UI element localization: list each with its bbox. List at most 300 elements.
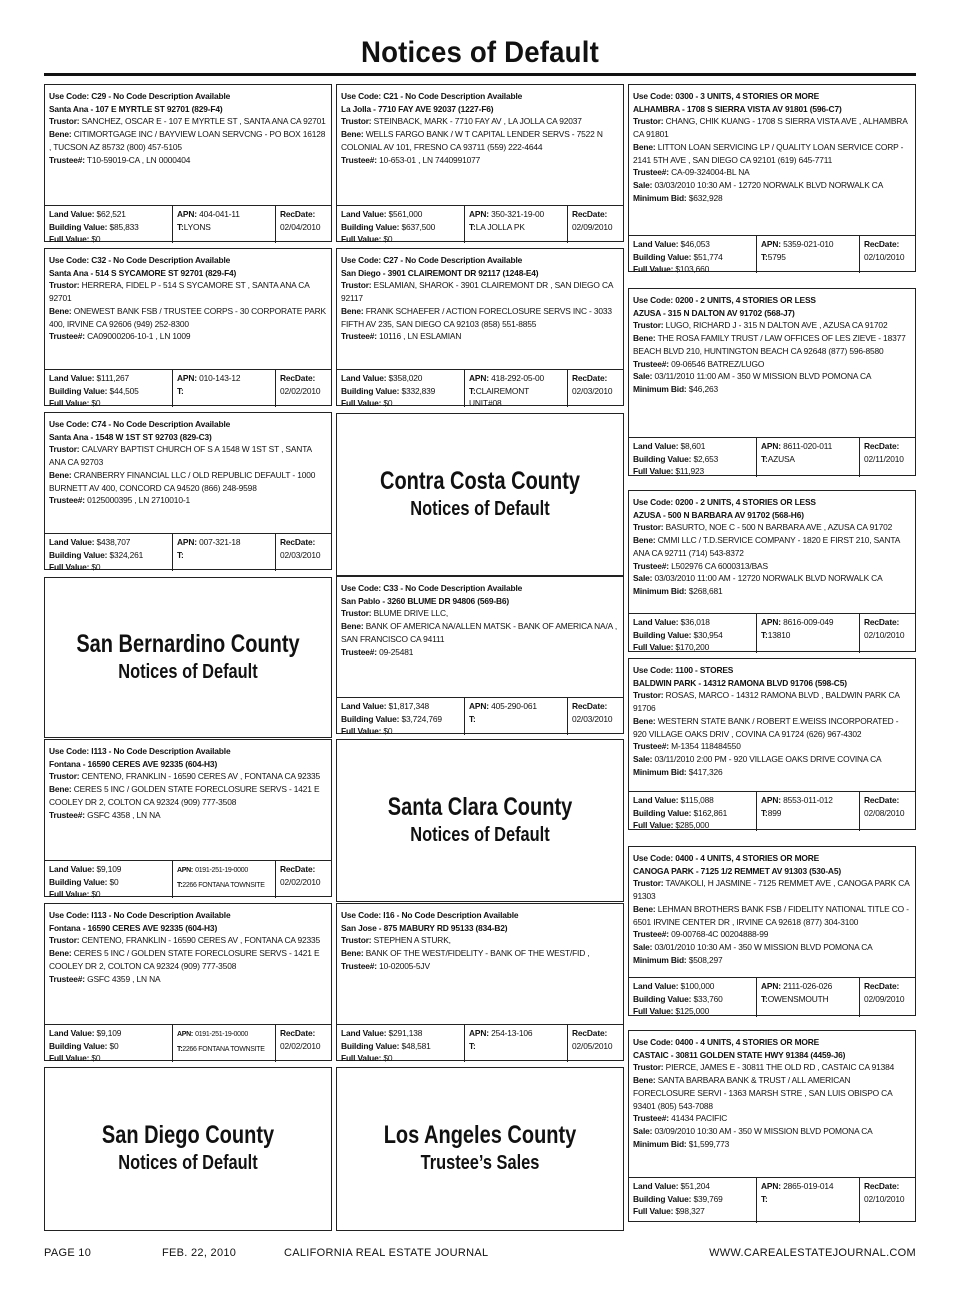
notice-line [761, 1180, 855, 1193]
notice-line [341, 909, 619, 922]
notice-line [49, 1052, 168, 1065]
notice-line [633, 383, 911, 396]
notice-box [336, 248, 624, 409]
notice-line [633, 370, 911, 383]
field-label: Land Value: [341, 373, 387, 383]
field-label: Full Value: [49, 234, 90, 245]
notice-line [177, 1027, 271, 1042]
footer-url: WWW.CAREALESTATEJOURNAL.COM [709, 1247, 916, 1259]
notice-box [628, 846, 916, 1016]
notice-line [633, 453, 752, 466]
recdate-value: 02/02/2010 [280, 1040, 321, 1051]
land-value: $9,109 [96, 864, 122, 874]
right-column [628, 84, 916, 1231]
notice-line [341, 934, 619, 947]
notice-line [572, 700, 619, 713]
page-title: Notices of Default [361, 36, 599, 69]
notice-line [633, 1193, 752, 1206]
county-name: Los Angeles County [383, 1121, 577, 1149]
field-label: Building Value: [633, 1193, 692, 1204]
property-address: Fontana - 16590 CERES AVE 92335 (604-H3) [49, 758, 218, 769]
notice-line [633, 877, 911, 902]
notice-line [49, 305, 327, 330]
min-bid-value: $46,263 [688, 383, 718, 394]
notice-line [633, 358, 911, 371]
notice-line [633, 664, 911, 677]
notice-box [628, 84, 916, 275]
trustor-value: CHANG, CHIK KUANG - 1708 S SIERRA VISTA AVE , ALHAMBRA CA 91801 [633, 116, 908, 140]
field-label: APN: [761, 617, 781, 627]
tract-label: T: [469, 1040, 476, 1051]
field-label: APN: [469, 209, 489, 219]
notice-line [572, 385, 619, 398]
notice-text [45, 85, 331, 205]
values-table [629, 235, 915, 273]
use-code: C32 - No Code Description Available [91, 255, 231, 265]
field-label: RecDate: [864, 1181, 900, 1191]
field-label: Trustee#: [49, 973, 85, 984]
notice-line [49, 745, 327, 758]
apn-value: 007-321-18 [199, 537, 241, 547]
apn-cell [465, 206, 568, 243]
notice-line [633, 1138, 911, 1151]
notice-line [572, 372, 619, 385]
notice-line [633, 307, 911, 320]
use-code: C27 - No Code Description Available [383, 255, 523, 265]
field-label: APN: [177, 373, 197, 383]
notice-line [341, 960, 619, 973]
bene-value: CRANBERRY FINANCIAL LLC / OLD REPUBLIC DEFAULT - 1000 BURNETT AV 400, CONCORD CA 94520 (866) 248-9598 [49, 469, 316, 493]
field-label: Minimum Bid: [633, 383, 687, 394]
field-label: RecDate: [864, 795, 900, 805]
notice-line [761, 794, 855, 807]
apn-value: 010-143-12 [199, 373, 241, 383]
full-value: $0 [91, 889, 101, 900]
notice-line [341, 115, 619, 128]
field-label: Full Value: [633, 466, 674, 477]
field-label: APN: [761, 981, 781, 991]
left-column [44, 84, 332, 1231]
bene-value: SANTA BARBARA BANK & TRUST / ALL AMERICAN FORECLOSURE SERVI - 1363 MARSH STRE , SAN LUIS OBISPO CA 93401 (805) 543-7088 [633, 1075, 893, 1111]
recdate-cell [860, 614, 915, 653]
notice-line [633, 852, 911, 865]
field-label: Trustee#: [49, 495, 85, 506]
apn-cell [757, 978, 860, 1017]
field-label: Land Value: [633, 981, 679, 991]
field-label: Full Value: [49, 1053, 90, 1064]
field-label: Trustee#: [341, 331, 377, 342]
notice-line [280, 1027, 327, 1040]
field-label: Bene: [633, 1075, 656, 1086]
notice-line [341, 90, 619, 103]
notice-line [49, 770, 327, 783]
property-address: San Pablo - 3260 BLUME DR 94806 (569-B6) [341, 595, 510, 606]
field-label: Bene: [49, 305, 72, 316]
field-label: Sale: [633, 573, 653, 584]
notice-line [49, 431, 327, 444]
field-label: Land Value: [49, 537, 95, 547]
notice-line [633, 715, 911, 740]
values-cell [45, 1025, 173, 1062]
land-value: $100,000 [680, 981, 715, 991]
field-label: Trustor: [341, 280, 372, 291]
values-table [629, 791, 915, 831]
tract-label: T: [177, 549, 184, 560]
sale-value: 03/11/2010 2:00 PM - 920 VILLAGE OAKS DRIVE COVINA CA [654, 753, 882, 764]
notice-line [633, 294, 911, 307]
min-bid-value: $1,599,773 [688, 1138, 730, 1149]
notice-line [49, 385, 168, 398]
values-table [45, 533, 331, 571]
field-label: Full Value: [633, 1006, 674, 1017]
notice-text [629, 1031, 915, 1177]
recdate-value: 02/02/2010 [280, 385, 321, 396]
values-cell [45, 370, 173, 407]
notice-line [49, 934, 327, 947]
field-label: Bene: [341, 621, 364, 632]
use-code: 0200 - 2 UNITS, 4 STORIES OR LESS [675, 497, 816, 507]
field-label: Land Value: [49, 209, 95, 219]
apn-value: 254-13-106 [491, 1028, 533, 1038]
field-label: RecDate: [864, 981, 900, 991]
tract-label: T: [761, 807, 768, 818]
field-label: Full Value: [633, 642, 674, 653]
county-heading [45, 1120, 331, 1176]
values-cell [45, 534, 173, 571]
notice-line [49, 90, 327, 103]
notice-line [49, 233, 168, 246]
notice-line [633, 440, 752, 453]
notice-line [572, 221, 619, 234]
field-label: Trustor: [49, 444, 80, 455]
use-code: 0400 - 4 UNITS, 4 STORIES OR MORE [675, 853, 820, 863]
notice-line [341, 1040, 460, 1053]
notice-line [633, 903, 911, 928]
full-value: $125,000 [675, 1006, 710, 1017]
notice-line [633, 560, 911, 573]
field-label: Building Value: [633, 453, 692, 464]
trustee-value: M-1354 118484550 [671, 741, 741, 752]
field-label: Building Value: [633, 993, 692, 1004]
field-label: Bene: [633, 903, 656, 914]
field-label: APN: [761, 441, 781, 451]
field-label: Trustee#: [49, 809, 85, 820]
notice-line [280, 221, 327, 234]
notice-line [633, 865, 911, 878]
notice-line [177, 536, 271, 549]
notice-line [49, 783, 327, 808]
footer-journal: CALIFORNIA REAL ESTATE JOURNAL [284, 1247, 489, 1259]
field-label: Use Code: [49, 91, 90, 101]
use-code: 0200 - 2 UNITS, 4 STORIES OR LESS [675, 295, 816, 305]
recdate-value: 02/03/2010 [280, 549, 321, 560]
field-label: Use Code: [633, 853, 674, 863]
field-label: Trustee#: [633, 560, 669, 571]
notice-line [341, 397, 460, 410]
field-label: Building Value: [49, 1040, 108, 1051]
field-label: RecDate: [280, 209, 316, 219]
property-address: BALDWIN PARK - 14312 RAMONA BLVD 91706 (598-C5) [633, 677, 847, 688]
notice-line [864, 1180, 911, 1193]
field-label: APN: [177, 1031, 193, 1038]
notice-line [341, 595, 619, 608]
notice-text [629, 289, 915, 437]
county-subtitle: Trustee’s Sales [420, 1152, 540, 1174]
recdate-cell [568, 206, 623, 243]
notice-line [280, 372, 327, 385]
values-cell [629, 978, 757, 1017]
notice-line [469, 221, 563, 234]
field-label: RecDate: [572, 373, 608, 383]
use-code: 0300 - 3 UNITS, 4 STORIES OR MORE [675, 91, 820, 101]
notice-text [629, 85, 915, 235]
notice-line [633, 766, 911, 779]
notice-line [864, 794, 911, 807]
full-value: $0 [91, 562, 101, 573]
field-label: Minimum Bid: [633, 766, 687, 777]
field-label: Trustee#: [633, 741, 669, 752]
land-value: $51,204 [680, 1181, 710, 1191]
notice-line [341, 372, 460, 385]
notice-text [45, 249, 331, 369]
property-address: San Diego - 3901 CLAIREMONT DR 92117 (1248-E4) [341, 267, 539, 278]
notice-line [633, 1074, 911, 1112]
values-cell [629, 438, 757, 477]
values-table [45, 860, 331, 898]
apn-value: 418-292-05-00 [491, 373, 545, 383]
recdate-cell [860, 438, 915, 477]
notice-line [177, 208, 271, 221]
notice-line [864, 251, 911, 264]
field-label: Full Value: [49, 398, 90, 409]
field-label: Land Value: [341, 701, 387, 711]
apn-value: 8611-020-011 [783, 441, 833, 451]
bene-value: THE ROSA FAMILY TRUST / LAW OFFICES OF LES ZIEVE - 18377 BEACH BLVD 210, HUNTINGTON BEACH CA 92648 (877) 596-8580 [633, 333, 906, 356]
field-label: Land Value: [49, 864, 95, 874]
notice-text [45, 740, 331, 860]
notice-line [633, 993, 752, 1006]
full-value: $285,000 [675, 820, 710, 831]
field-label: Full Value: [633, 820, 674, 831]
notice-line [341, 254, 619, 267]
full-value: $0 [383, 234, 393, 245]
footer-page: PAGE 10 [44, 1247, 92, 1259]
trustor-value: STEINBACK, MARK - 7710 FAY AV , LA JOLLA CA 92037 [373, 116, 582, 127]
field-label: Full Value: [341, 1053, 382, 1064]
field-label: Trustee#: [633, 167, 669, 178]
notice-line [633, 629, 752, 642]
notice-line [633, 819, 752, 832]
notice-line [49, 494, 327, 507]
notice-line [49, 208, 168, 221]
notice-line [633, 509, 911, 522]
notice-line [49, 758, 327, 771]
building-value: $39,769 [693, 1193, 723, 1204]
recdate-cell [568, 698, 623, 735]
tract-label: T: [469, 221, 476, 232]
recdate-cell [276, 534, 331, 571]
field-label: Building Value: [49, 549, 108, 560]
bene-value: FRANK SCHAEFER / ACTION FORECLOSURE SERVS INC - 3033 FIFTH AV 235, SAN DIEGO CA 92103 (858) 551-8855 [341, 305, 612, 329]
trustor-value: SANCHEZ, OSCAR E - 107 E MYRTLE ST , SANTA ANA CA 92701 [81, 116, 326, 127]
building-value: $48,581 [401, 1040, 431, 1051]
notice-line [341, 305, 619, 330]
use-code: C29 - No Code Description Available [91, 91, 231, 101]
field-label: Building Value: [633, 629, 692, 640]
notice-line [633, 319, 911, 332]
notice-line [633, 332, 911, 357]
apn-value: 8553-011-012 [783, 795, 833, 805]
county-heading [337, 792, 623, 848]
use-code: I113 - No Code Description Available [91, 910, 231, 920]
land-value: $561,000 [388, 209, 423, 219]
notice-line [572, 208, 619, 221]
field-label: Sale: [633, 371, 653, 382]
notice-line [633, 1205, 752, 1218]
notice-line [280, 876, 327, 889]
notice-text [45, 413, 331, 533]
tract-label: T: [177, 881, 183, 889]
notice-box [44, 412, 332, 573]
tract-label: T: [177, 385, 184, 396]
sale-value: 03/11/2010 11:00 AM - 350 W MISSION BLVD POMONA CA [654, 371, 872, 382]
field-label: Building Value: [49, 385, 108, 396]
field-label: Building Value: [341, 221, 400, 232]
field-label: Land Value: [49, 1028, 95, 1038]
notice-line [633, 572, 911, 585]
trustee-value: CA09000206-10-1 , LN 1009 [87, 331, 191, 342]
notice-line [49, 809, 327, 822]
notice-line [177, 878, 271, 893]
field-label: APN: [469, 1028, 489, 1038]
notice-line [341, 385, 460, 398]
notice-line [761, 453, 855, 466]
building-value: $0 [109, 876, 119, 887]
field-label: APN: [177, 209, 197, 219]
bene-value: ONEWEST BANK FSB / TRUSTEE CORPS - 30 CORPORATE PARK 400, IRVINE CA 92606 (949) 252-8300 [49, 305, 326, 329]
county-subtitle: Notices of Default [410, 498, 550, 520]
recdate-value: 02/05/2010 [572, 1040, 613, 1051]
field-label: Bene: [633, 715, 656, 726]
notice-line [469, 700, 563, 713]
notice-line [469, 1027, 563, 1040]
field-label: APN: [469, 373, 489, 383]
trustee-value: L502976 CA 6000313/BAS [671, 560, 768, 571]
notice-line [633, 263, 752, 276]
field-label: Use Code: [633, 91, 674, 101]
property-address: AZUSA - 500 N BARBARA AV 91702 (568-H6) [633, 509, 804, 520]
county-heading [45, 629, 331, 685]
notice-line [49, 128, 327, 153]
field-label: Sale: [633, 753, 653, 764]
notice-line [633, 251, 752, 264]
notice-line [49, 1040, 168, 1053]
notice-line [49, 267, 327, 280]
notice-line [633, 641, 752, 654]
building-value: $3,724,769 [401, 713, 442, 724]
recdate-value: 02/10/2010 [864, 251, 905, 262]
field-label: Bene: [633, 333, 656, 344]
notice-box [44, 739, 332, 900]
notice-line [49, 922, 327, 935]
recdate-cell [568, 370, 623, 407]
full-value: $0 [383, 398, 393, 409]
trustee-value: GSFC 4359 , LN NA [87, 973, 161, 984]
recdate-value: 02/04/2010 [280, 221, 321, 232]
trustee-value: 09-25481 [379, 646, 414, 657]
field-label: Trustee#: [49, 331, 85, 342]
field-label: APN: [761, 1181, 781, 1191]
field-label: Minimum Bid: [633, 192, 687, 203]
notice-line [633, 1061, 911, 1074]
field-label: APN: [761, 795, 781, 805]
land-value: $62,521 [96, 209, 126, 219]
field-label: Trustee#: [341, 646, 377, 657]
field-label: Sale: [633, 1125, 653, 1136]
notice-line [341, 267, 619, 280]
values-table [337, 205, 623, 243]
use-code: 1100 - STORES [675, 665, 734, 675]
field-label: Trustor: [49, 280, 80, 291]
notice-line [633, 585, 911, 598]
field-label: Land Value: [633, 617, 679, 627]
tract-value: LYONS [183, 221, 211, 232]
apn-cell [173, 1025, 276, 1062]
apn-value: 405-290-061 [491, 701, 537, 711]
notice-line [572, 1027, 619, 1040]
notice-line [49, 372, 168, 385]
notice-line [761, 251, 855, 264]
values-table [45, 205, 331, 243]
trustee-value: 10-02005-5JV [379, 960, 430, 971]
notice-line [341, 233, 460, 246]
values-cell [45, 206, 173, 243]
notice-text [337, 249, 623, 369]
notice-line [469, 385, 563, 410]
sale-value: 03/09/2010 10:30 AM - 350 W MISSION BLVD POMONA CA [654, 1125, 873, 1136]
field-label: Bene: [49, 948, 72, 959]
notice-line [864, 616, 911, 629]
trustee-value: 09-00768-4C 00204888-99 [671, 929, 769, 940]
notice-line [49, 103, 327, 116]
notice-line [177, 549, 271, 562]
notice-line [341, 154, 619, 167]
property-address: CANOGA PARK - 7125 1/2 REMMET AV 91303 (530-A5) [633, 865, 841, 876]
values-table [337, 697, 623, 735]
values-cell [45, 861, 173, 898]
recdate-cell [276, 861, 331, 898]
field-label: Minimum Bid: [633, 585, 687, 596]
land-value: $358,020 [388, 373, 423, 383]
county-heading [337, 466, 623, 522]
apn-cell [173, 534, 276, 571]
field-label: Building Value: [633, 251, 692, 262]
building-value: $2,653 [693, 453, 719, 464]
field-label: Trustor: [633, 116, 664, 127]
notice-line [49, 221, 168, 234]
notice-line [177, 221, 271, 234]
full-value: $11,923 [675, 466, 705, 477]
use-code: 0400 - 4 UNITS, 4 STORIES OR MORE [675, 1037, 820, 1047]
recdate-value: 02/09/2010 [572, 221, 613, 232]
trustor-value: PIERCE, JAMES E - 30811 THE OLD RD , CASTAIC CA 91384 [665, 1062, 895, 1073]
apn-cell [757, 792, 860, 831]
notice-line [341, 725, 460, 738]
field-label: Full Value: [49, 889, 90, 900]
tract-label: T: [761, 993, 768, 1004]
land-value: $46,053 [680, 239, 710, 249]
building-value: $44,505 [109, 385, 139, 396]
